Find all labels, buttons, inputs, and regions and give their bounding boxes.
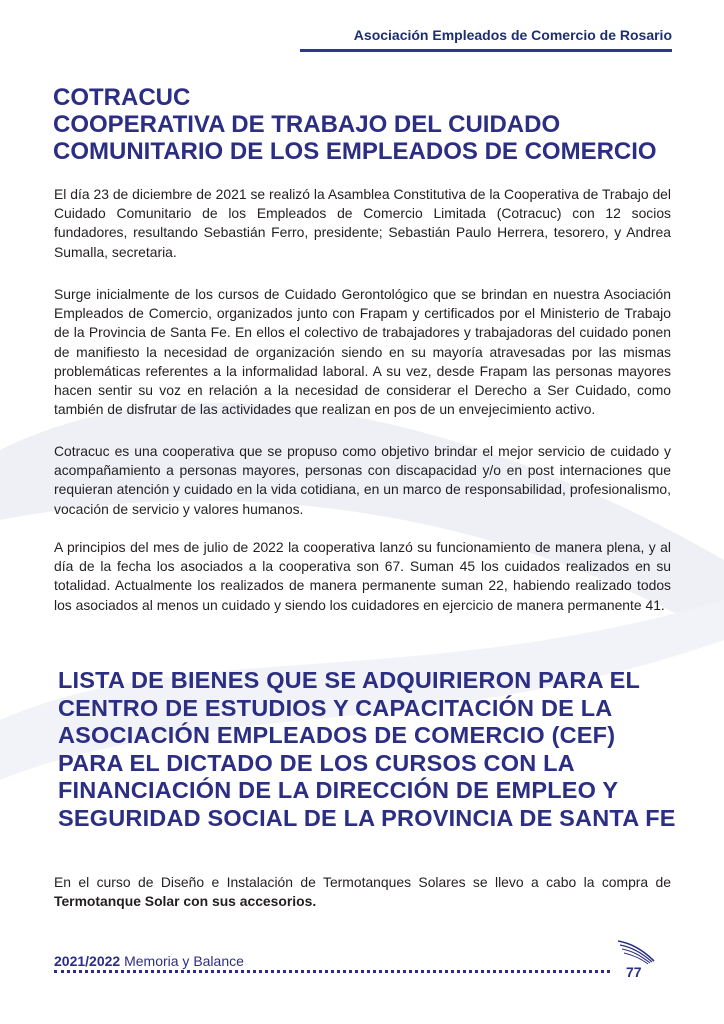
paragraph-asamblea: El día 23 de diciembre de 2021 se realizó la Asamblea Constitutiva de la Cooperativa de Trabajo del Cuidado Comunitario de los Empleados de Comercio Limitada (Cotracuc) con 12 socios fundadores, resultando Sebastián Ferro, presidente; Sebastián Paulo Herrera, tesorero, y Andrea Sumalla, secretaria. bbox=[54, 186, 671, 260]
paragraph-objetivo: Cotracuc es una cooperativa que se propuso como objetivo brindar el mejor servicio de cuidado y acompañamiento a personas mayores, personas con discapacidad y/o en post internaciones que requieran atención y cuidado en la vida cotidiana, en un marco de responsabilidad, profesionalismo, vocación de servicio y valores humanos. bbox=[54, 443, 671, 517]
section2-title-line: ASOCIACIÓN EMPLEADOS DE COMERCIO (CEF) bbox=[58, 722, 616, 748]
footer-dotted-rule bbox=[54, 970, 610, 973]
paragraph-funcionamiento: A principios del mes de julio de 2022 la cooperativa lanzó su funcionamiento de manera plena, y al día de la fecha los asociados a la cooperativa son 67. Suman 45 los cuidados realizados en su totalidad. Actualmente los realizados de manera permanente suman 22, habiendo realizado todos los asociados al menos un cuidado y siendo los cuidadores en ejercicio de manera permanente 41. bbox=[54, 539, 671, 613]
section1-title-line: COTRACUC bbox=[53, 84, 191, 111]
footer-title bbox=[54, 953, 244, 969]
section1-title-line: COMUNITARIO DE LOS EMPLEADOS DE COMERCIO bbox=[53, 138, 657, 165]
paragraph-termotanque bbox=[54, 873, 671, 911]
section2-title-line: CENTRO DE ESTUDIOS Y CAPACITACIÓN DE LA bbox=[58, 694, 613, 721]
footer-year: 2021/2022 bbox=[54, 953, 121, 969]
section2-title bbox=[58, 667, 698, 832]
section1-title bbox=[53, 84, 693, 165]
section2-title-line: FINANCIACIÓN DE LA DIRECCIÓN DE EMPLEO Y bbox=[58, 777, 619, 803]
header-rule bbox=[300, 49, 672, 52]
paragraph-origen: Surge inicialmente de los cursos de Cuidado Gerontológico que se brindan en nuestra Asociación Empleados de Comercio, organizados junto con Frapam y certificados por el Ministerio de Trabajo de la Provincia de Santa Fe. En ellos el colectivo de trabajadores y trabajadoras del cuidado ponen de manifiesto la necesidad de organización siendo en su mayoría atravesadas por las mismas problemáticas referentes a la informalidad laboral. A su vez, desde Frapam las personas mayores hacen sentir su voz en relación a la necesidad de considerar el Derecho a Ser Cuidado, como también de disfrutar de las actividades que realizan en pos de un envejecimiento activo. bbox=[54, 286, 671, 418]
page-number: 77 bbox=[626, 964, 642, 980]
paragraph-termotanque-text: En el curso de Diseño e Instalación de Termotanques Solares se llevo a cabo la compra de bbox=[54, 874, 671, 890]
section2-title-line: PARA EL DICTADO DE LOS CURSOS CON LA bbox=[58, 749, 575, 776]
section2-title-line: LISTA DE BIENES QUE SE ADQUIRIERON PARA EL bbox=[58, 667, 641, 693]
section2-title-line: SEGURIDAD SOCIAL DE LA PROVINCIA DE SANTA FE bbox=[58, 804, 676, 831]
section1-title-line: COOPERATIVA DE TRABAJO DEL CUIDADO bbox=[53, 111, 561, 138]
header-title: Asociación Empleados de Comercio de Rosario bbox=[353, 27, 672, 43]
paragraph-termotanque-bold: Termotanque Solar con sus accesorios. bbox=[54, 893, 317, 910]
footer-label: Memoria y Balance bbox=[124, 953, 244, 969]
wing-logo-icon bbox=[616, 937, 658, 967]
